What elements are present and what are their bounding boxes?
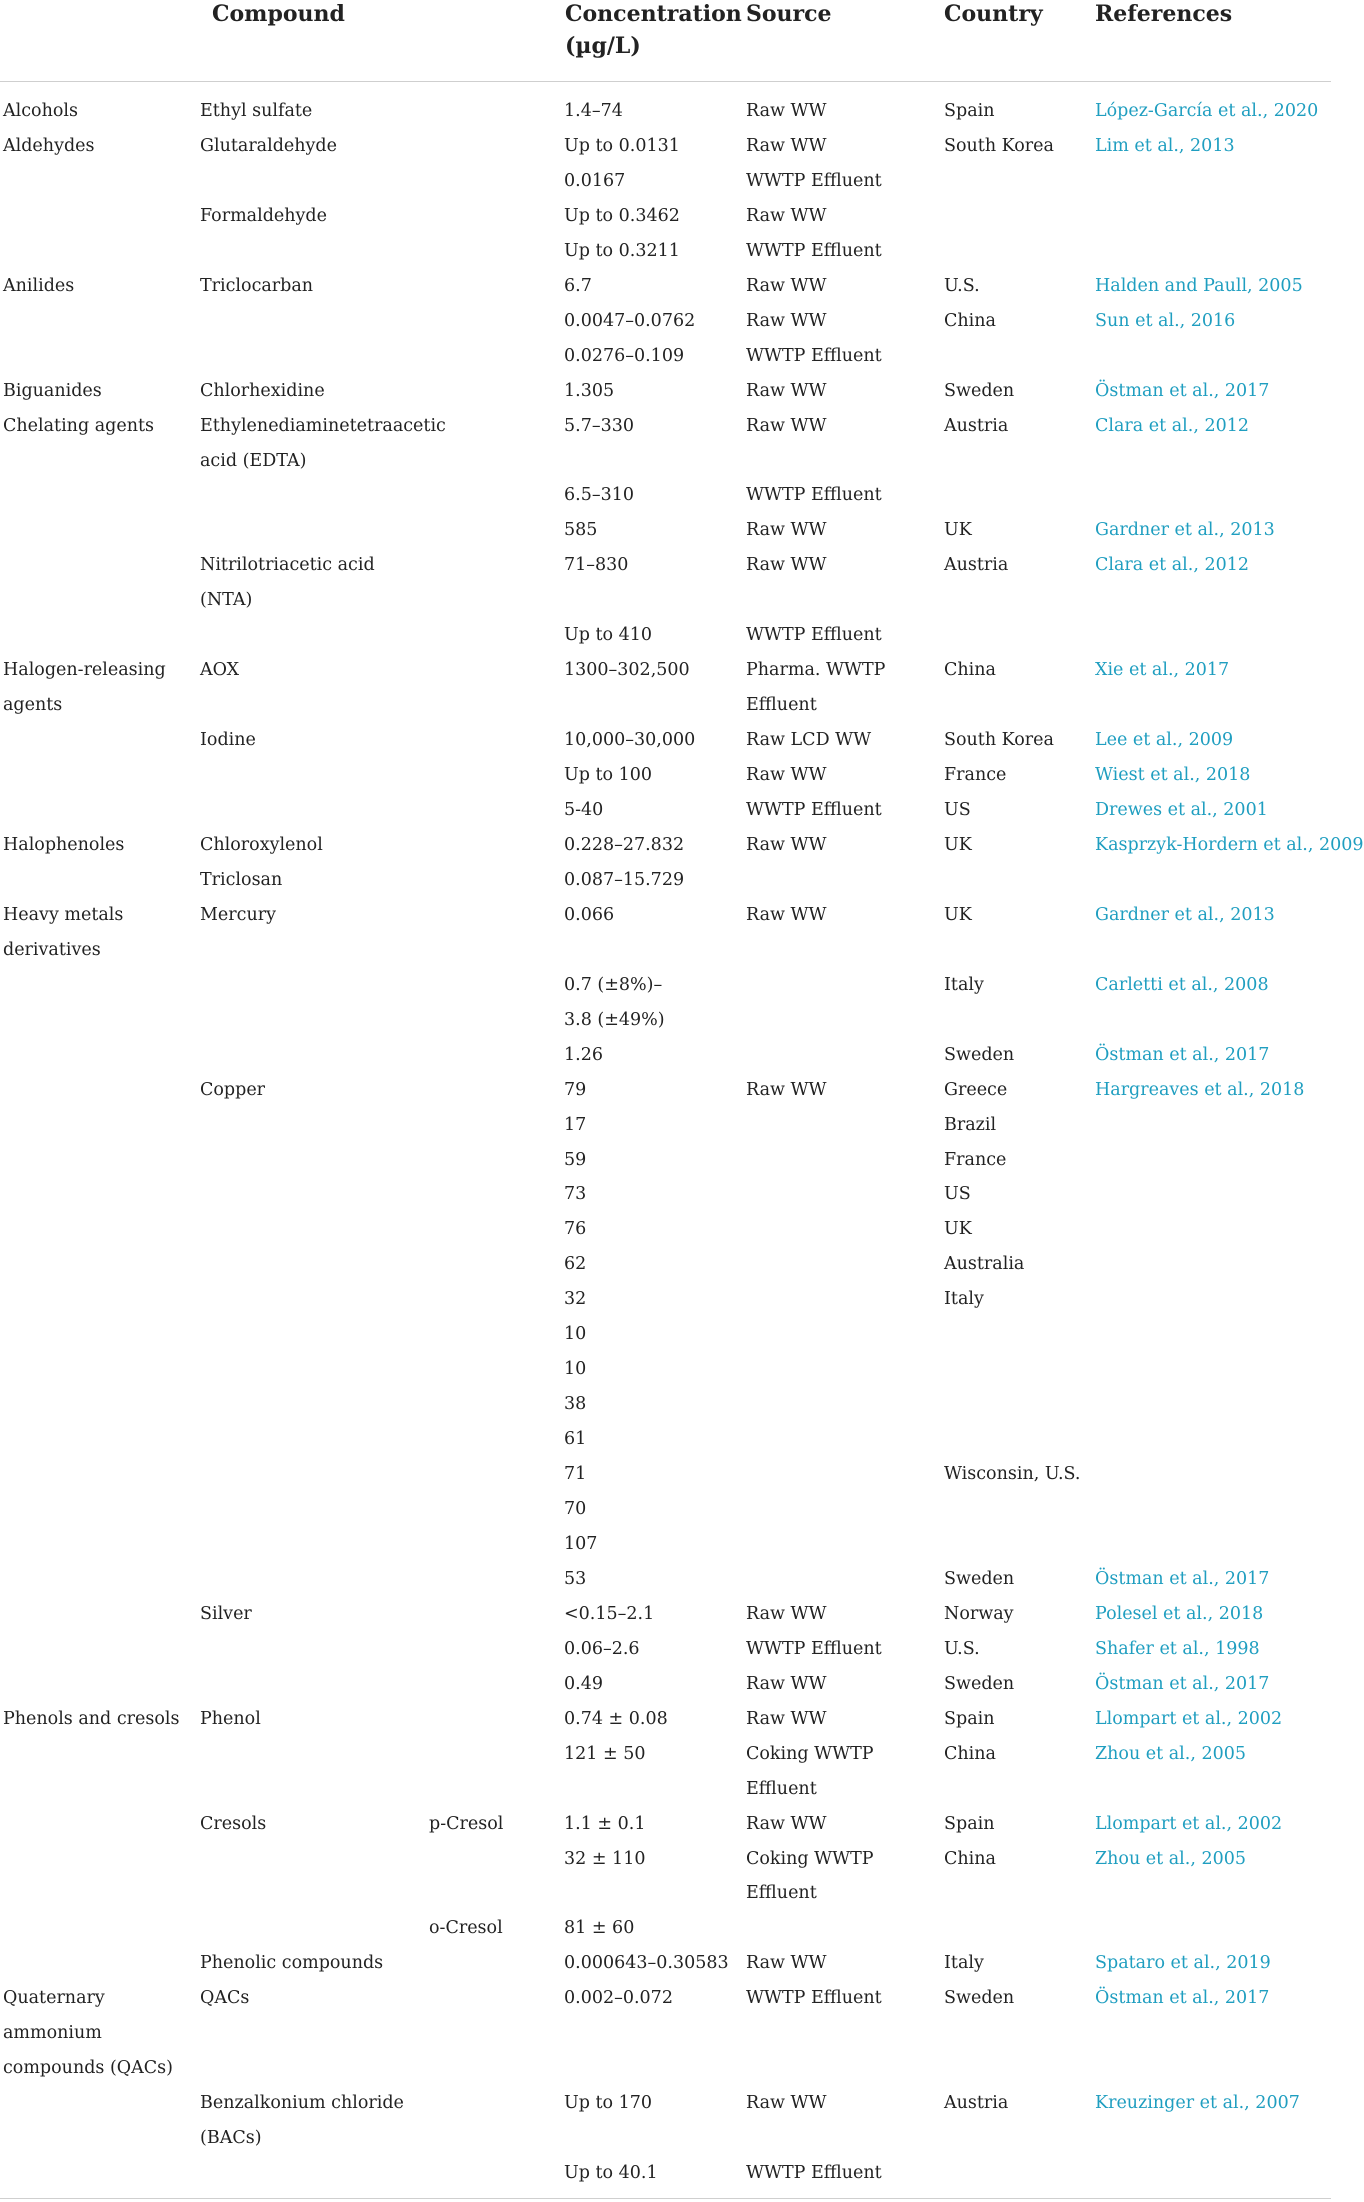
cell-source: Effluent [746,1778,817,1799]
cell-country: Austria [944,555,1009,576]
cell-reference[interactable]: Zhou et al., 2005 [1095,1743,1247,1764]
cell-concentration: 0.06–2.6 [564,1638,640,1659]
cell-concentration: Up to 0.0131 [564,135,680,156]
cell-concentration: 32 [564,1289,587,1310]
cell-country: Brazil [944,1114,997,1135]
cell-concentration: 10 [564,1324,587,1345]
cell-concentration: 6.7 [564,275,592,296]
cell-country: Spain [944,1708,995,1729]
cell-concentration: 32 ± 110 [564,1848,646,1869]
cell-source: Raw WW [746,1603,827,1624]
cell-concentration: 121 ± 50 [564,1743,646,1764]
cell-reference[interactable]: Spataro et al., 2019 [1095,1953,1271,1974]
cell-reference[interactable]: Sun et al., 2016 [1095,310,1236,331]
cell-source: Raw WW [746,1708,827,1729]
cell-concentration: 1300–302,500 [564,660,690,681]
cell-concentration: 17 [564,1114,587,1135]
cell-source: WWTP Effluent [746,345,882,366]
cell-concentration: 10,000–30,000 [564,730,696,751]
cell-compound: Copper [200,1079,266,1100]
cell-subcompound: o-Cresol [429,1918,503,1939]
cell-concentration: 81 ± 60 [564,1918,635,1939]
cell-source: Raw WW [746,904,827,925]
cell-concentration: 107 [564,1533,598,1554]
cell-country: Australia [944,1254,1025,1275]
cell-concentration: <0.15–2.1 [564,1603,655,1624]
bottom-rule [0,2198,1331,2199]
cell-country: Sweden [944,1673,1015,1694]
cell-reference[interactable]: Östman et al., 2017 [1095,1044,1270,1065]
cell-concentration: 59 [564,1149,587,1170]
cell-compound: Triclocarban [200,275,314,296]
cell-source: Raw WW [746,275,827,296]
cell-compound: Formaldehyde [200,205,327,226]
cell-concentration: 61 [564,1429,587,1450]
cell-concentration: 1.305 [564,380,615,401]
cell-reference[interactable]: Wiest et al., 2018 [1095,765,1251,786]
cell-compound: acid (EDTA) [200,450,307,471]
cell-subcompound: p-Cresol [429,1813,504,1834]
cell-source: Raw WW [746,1079,827,1100]
cell-source: Raw WW [746,1813,827,1834]
cell-reference[interactable]: Östman et al., 2017 [1095,1988,1270,2009]
cell-concentration: 71 [564,1464,587,1485]
cell-concentration: 5-40 [564,800,604,820]
cell-concentration: 0.228–27.832 [564,834,685,855]
cell-class: Halogen-releasing [3,660,166,681]
cell-reference[interactable]: Llompart et al., 2002 [1095,1708,1283,1729]
header-concentration: Concentration [565,1,742,27]
cell-reference[interactable]: Lim et al., 2013 [1095,135,1235,156]
cell-source: Raw WW [746,135,827,156]
cell-concentration: 0.002–0.072 [564,1988,673,2009]
cell-reference[interactable]: Carletti et al., 2008 [1095,974,1269,995]
cell-source: Effluent [746,695,817,716]
cell-reference[interactable]: Shafer et al., 1998 [1095,1638,1260,1659]
cell-class: Anilides [3,275,75,296]
cell-concentration: 3.8 (±49%) [564,1009,665,1030]
cell-country: France [944,765,1007,786]
cell-reference[interactable]: Hargreaves et al., 2018 [1095,1079,1305,1100]
cell-class: ammonium [3,2023,102,2044]
cell-country: US [944,1184,971,1205]
cell-concentration: Up to 0.3211 [564,240,680,261]
cell-country: China [944,1743,996,1764]
cell-concentration: 70 [564,1499,587,1519]
cell-source: Raw WW [746,1953,827,1974]
cell-concentration: 0.0276–0.109 [564,345,685,366]
cell-concentration: 71–830 [564,555,629,576]
cell-source: Raw WW [746,834,827,855]
cell-class: Chelating agents [3,415,154,436]
cell-compound: Iodine [200,730,256,751]
cell-compound: Glutaraldehyde [200,135,337,156]
cell-reference[interactable]: Östman et al., 2017 [1095,1568,1270,1589]
cell-reference[interactable]: Kasprzyk-Hordern et al., 2009 [1095,834,1364,855]
cell-compound: Phenol [200,1708,261,1729]
cell-class: Alcohols [3,101,78,121]
cell-compound: QACs [200,1988,250,2009]
cell-source: Raw WW [746,2093,827,2114]
cell-source: WWTP Effluent [746,2163,882,2184]
cell-concentration: 38 [564,1394,587,1415]
cell-compound: AOX [200,660,240,681]
cell-compound: Chlorhexidine [200,380,325,401]
cell-country: US [944,800,971,820]
cell-concentration: 0.087–15.729 [564,869,685,890]
cell-compound: Cresols [200,1813,267,1834]
cell-reference[interactable]: Gardner et al., 2013 [1095,520,1275,541]
cell-concentration: Up to 170 [564,2093,653,2114]
cell-class: Quaternary [3,1988,105,2009]
cell-concentration: Up to 0.3462 [564,205,680,226]
cell-source: Raw LCD WW [746,730,872,751]
cell-country: U.S. [944,275,980,296]
header-source: Source [746,1,832,27]
cell-country: Greece [944,1079,1008,1100]
cell-concentration: 1.1 ± 0.1 [564,1813,646,1834]
cell-compound: Benzalkonium chloride [200,2093,404,2114]
cell-concentration: 76 [564,1219,587,1240]
cell-class: Aldehydes [3,135,95,156]
cell-reference[interactable]: Östman et al., 2017 [1095,380,1270,401]
cell-concentration: 10 [564,1359,587,1380]
cell-country: Italy [944,1953,984,1974]
cell-source: Raw WW [746,765,827,786]
cell-reference[interactable]: Östman et al., 2017 [1095,1673,1270,1694]
cell-source: WWTP Effluent [746,800,882,820]
cell-concentration: Up to 40.1 [564,2163,658,2184]
cell-country: UK [944,904,972,925]
cell-concentration: 0.0047–0.0762 [564,310,696,331]
cell-class: compounds (QACs) [3,2058,173,2079]
cell-country: Norway [944,1603,1014,1624]
cell-concentration: 73 [564,1184,587,1205]
cell-source: Raw WW [746,555,827,576]
cell-source: Raw WW [746,415,827,436]
cell-country: UK [944,834,972,855]
cell-compound: Ethylenediaminetetraacetic [200,415,446,436]
cell-class: agents [3,695,63,716]
cell-reference[interactable]: Llompart et al., 2002 [1095,1813,1283,1834]
cell-country: France [944,1149,1007,1170]
cell-country: UK [944,520,972,541]
cell-concentration: 1.4–74 [564,101,623,121]
cell-concentration: 0.0167 [564,170,626,191]
cell-source: WWTP Effluent [746,625,882,646]
cell-reference[interactable]: Clara et al., 2012 [1095,415,1249,436]
cell-source: Effluent [746,1883,817,1904]
cell-compound: Silver [200,1603,252,1624]
cell-reference[interactable]: Polesel et al., 2018 [1095,1603,1264,1624]
cell-country: U.S. [944,1638,980,1659]
cell-compound: Chloroxylenol [200,834,323,855]
cell-country: Sweden [944,380,1015,401]
cell-source: Raw WW [746,520,827,541]
cell-reference[interactable]: Xie et al., 2017 [1095,660,1230,681]
cell-country: Spain [944,101,995,121]
cell-country: South Korea [944,730,1054,751]
header-concentration-unit: (µg/L) [565,33,641,59]
cell-country: Spain [944,1813,995,1834]
cell-reference[interactable]: Drewes et al., 2001 [1095,800,1268,820]
cell-concentration: Up to 410 [564,625,653,646]
cell-source: Raw WW [746,205,827,226]
cell-concentration: 62 [564,1254,587,1275]
cell-source: WWTP Effluent [746,170,882,191]
cell-source: WWTP Effluent [746,1988,882,2009]
cell-compound: Nitrilotriacetic acid [200,555,375,576]
cell-concentration: 0.7 (±8%)– [564,974,663,995]
cell-source: Raw WW [746,380,827,401]
cell-country: South Korea [944,135,1054,156]
cell-country: Sweden [944,1044,1015,1065]
cell-class: Halophenoles [3,834,125,855]
cell-country: China [944,1848,996,1869]
header-rule [0,81,1331,82]
cell-reference[interactable]: Gardner et al., 2013 [1095,904,1275,925]
cell-country: Austria [944,415,1009,436]
cell-concentration: 0.49 [564,1673,603,1694]
cell-source: Pharma. WWTP [746,660,886,681]
cell-country: China [944,660,996,681]
cell-reference[interactable]: Clara et al., 2012 [1095,555,1249,576]
cell-concentration: 585 [564,520,598,541]
cell-country: Wisconsin, U.S. [944,1464,1081,1485]
cell-reference[interactable]: Lee et al., 2009 [1095,730,1234,751]
cell-concentration: 79 [564,1079,587,1100]
cell-concentration: 1.26 [564,1044,603,1065]
cell-source: Raw WW [746,101,827,121]
cell-country: China [944,310,996,331]
header-references: References [1095,1,1233,27]
cell-reference[interactable]: Zhou et al., 2005 [1095,1848,1247,1869]
cell-source: Raw WW [746,310,827,331]
cell-country: Austria [944,2093,1009,2114]
cell-concentration: 0.000643–0.30583 [564,1953,729,1974]
cell-reference[interactable]: Halden and Paull, 2005 [1095,275,1303,296]
cell-concentration: 0.066 [564,904,615,925]
header-compound: Compound [212,1,345,27]
cell-source: Raw WW [746,1673,827,1694]
header-country: Country [944,1,1043,27]
cell-reference[interactable]: López-García et al., 2020 [1095,101,1319,121]
cell-concentration: 53 [564,1568,587,1589]
cell-concentration: 0.74 ± 0.08 [564,1708,668,1729]
cell-country: Sweden [944,1988,1015,2009]
cell-country: Italy [944,974,984,995]
cell-compound: Phenolic compounds [200,1953,384,1974]
cell-compound: (NTA) [200,590,253,611]
cell-class: Phenols and cresols [3,1708,180,1729]
cell-compound: Triclosan [200,869,283,890]
cell-concentration: 5.7–330 [564,415,634,436]
cell-source: WWTP Effluent [746,240,882,261]
cell-source: WWTP Effluent [746,1638,882,1659]
cell-class: Heavy metals [3,904,124,925]
cell-compound: Ethyl sulfate [200,101,313,121]
cell-class: Biguanides [3,380,102,401]
cell-concentration: 6.5–310 [564,485,634,506]
cell-source: Coking WWTP [746,1848,874,1869]
cell-country: Italy [944,1289,984,1310]
cell-country: UK [944,1219,972,1240]
cell-compound: Mercury [200,904,276,925]
cell-source: Coking WWTP [746,1743,874,1764]
cell-concentration: Up to 100 [564,765,653,786]
cell-class: derivatives [3,939,101,960]
cell-country: Sweden [944,1568,1015,1589]
cell-compound: (BACs) [200,2128,262,2149]
cell-reference[interactable]: Kreuzinger et al., 2007 [1095,2093,1300,2114]
cell-source: WWTP Effluent [746,485,882,506]
